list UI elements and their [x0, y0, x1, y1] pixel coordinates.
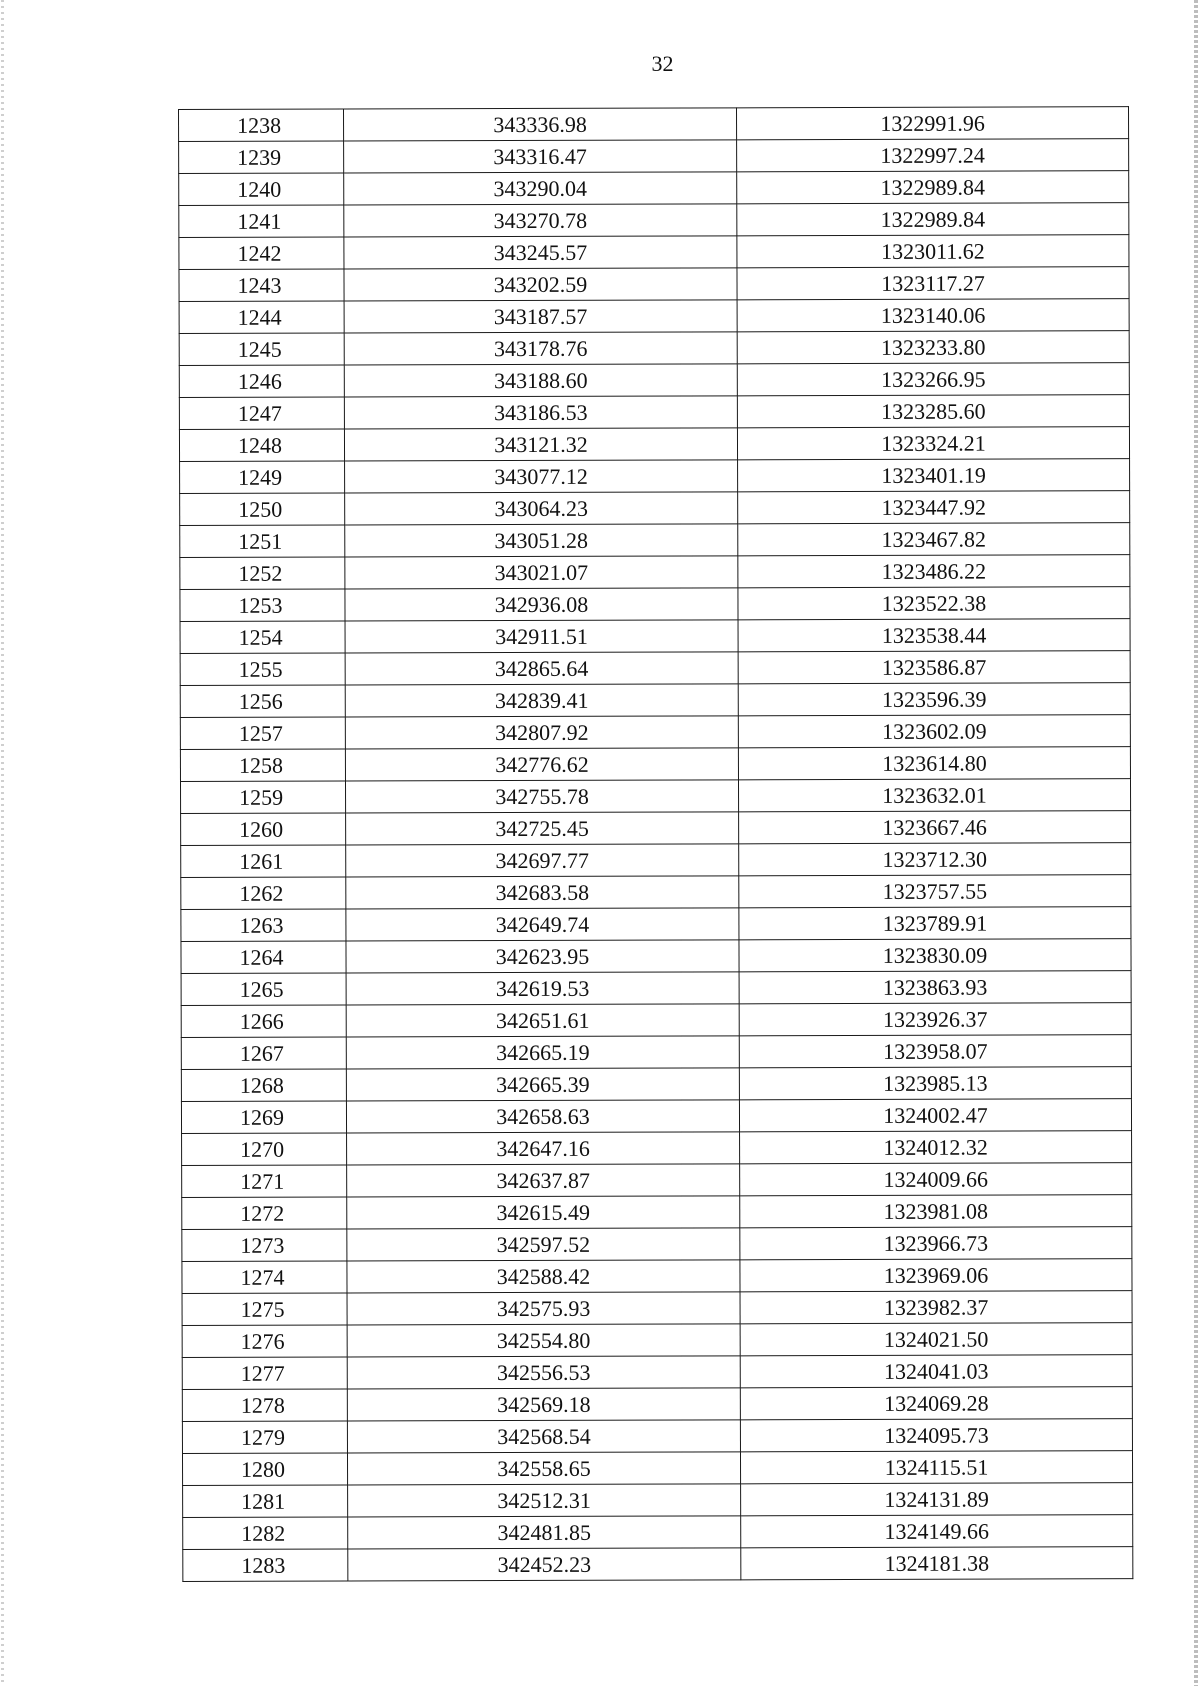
table-row: [179, 171, 1129, 206]
y-coordinate-cell: 1323712.30: [739, 843, 1131, 876]
x-coordinate-cell: 342615.49: [347, 1196, 740, 1229]
table-row: [181, 907, 1131, 942]
x-coordinate-cell: 342558.65: [347, 1452, 740, 1485]
table-row: [182, 1259, 1132, 1294]
point-number-cell: 1259: [180, 781, 345, 813]
point-number-cell: 1244: [179, 301, 344, 333]
table-row: [179, 395, 1129, 430]
x-coordinate-cell: 343290.04: [344, 172, 737, 205]
point-number-cell: 1267: [181, 1037, 346, 1069]
x-coordinate-cell: 342683.58: [346, 876, 739, 909]
x-coordinate-cell: 342658.63: [346, 1100, 739, 1133]
y-coordinate-cell: 1323285.60: [737, 395, 1129, 428]
x-coordinate-cell: 342619.53: [346, 972, 739, 1005]
y-coordinate-cell: 1323632.01: [738, 779, 1130, 812]
x-coordinate-cell: 342865.64: [345, 652, 738, 685]
y-coordinate-cell: 1323602.09: [738, 715, 1130, 748]
point-number-cell: 1264: [181, 941, 346, 973]
x-coordinate-cell: 342665.19: [346, 1036, 739, 1069]
table-row: [180, 491, 1130, 526]
x-coordinate-cell: 342452.23: [348, 1548, 741, 1581]
x-coordinate-cell: 343051.28: [345, 524, 738, 557]
x-coordinate-cell: 342697.77: [346, 844, 739, 877]
y-coordinate-cell: 1323667.46: [739, 811, 1131, 844]
x-coordinate-cell: 342569.18: [347, 1388, 740, 1421]
point-number-cell: 1274: [182, 1261, 347, 1293]
point-number-cell: 1241: [179, 205, 344, 237]
point-number-cell: 1250: [180, 493, 345, 525]
y-coordinate-cell: 1323266.95: [737, 363, 1129, 396]
table-row: [180, 747, 1130, 782]
table-row: [183, 1483, 1133, 1518]
table-row: [182, 1131, 1132, 1166]
point-number-cell: 1247: [179, 397, 344, 429]
point-number-cell: 1238: [179, 109, 344, 141]
table-row: [181, 875, 1131, 910]
y-coordinate-cell: 1324009.66: [740, 1163, 1132, 1196]
y-coordinate-cell: 1323614.80: [738, 747, 1130, 780]
point-number-cell: 1273: [182, 1229, 347, 1261]
table-row: [182, 1355, 1132, 1390]
table-row: [181, 1067, 1131, 1102]
x-coordinate-cell: 342665.39: [346, 1068, 739, 1101]
scan-edge-right: [1194, 0, 1198, 1686]
table-row: [179, 107, 1129, 142]
page-number: 32: [651, 51, 674, 76]
x-coordinate-cell: 342556.53: [347, 1356, 740, 1389]
table-row: [180, 619, 1130, 654]
table-row: [180, 587, 1130, 622]
y-coordinate-cell: 1324041.03: [740, 1355, 1132, 1388]
point-number-cell: 1279: [182, 1421, 347, 1453]
point-number-cell: 1275: [182, 1293, 347, 1325]
x-coordinate-cell: 342807.92: [345, 716, 738, 749]
table-row: [182, 1387, 1132, 1422]
point-number-cell: 1243: [179, 269, 344, 301]
y-coordinate-cell: 1323757.55: [739, 875, 1131, 908]
y-coordinate-cell: 1323981.08: [740, 1195, 1132, 1228]
point-number-cell: 1269: [181, 1101, 346, 1133]
table-row: [182, 1419, 1132, 1454]
table-row: [180, 779, 1130, 814]
table-row: [179, 267, 1129, 302]
x-coordinate-cell: 342911.51: [345, 620, 738, 653]
table-row: [180, 555, 1130, 590]
table-row: [182, 1291, 1132, 1326]
table-row: [182, 1323, 1132, 1358]
y-coordinate-cell: 1323863.93: [739, 971, 1131, 1004]
x-coordinate-cell: 342776.62: [345, 748, 738, 781]
table-row: [180, 459, 1130, 494]
y-coordinate-cell: 1323985.13: [739, 1067, 1131, 1100]
y-coordinate-cell: 1324115.51: [740, 1451, 1132, 1484]
point-number-cell: 1257: [180, 717, 345, 749]
point-number-cell: 1270: [182, 1133, 347, 1165]
y-coordinate-cell: 1324095.73: [740, 1419, 1132, 1452]
x-coordinate-cell: 342588.42: [347, 1260, 740, 1293]
coordinate-table-body: [179, 107, 1133, 1582]
point-number-cell: 1268: [181, 1069, 346, 1101]
table-row: [183, 1547, 1133, 1582]
point-number-cell: 1258: [180, 749, 345, 781]
y-coordinate-cell: 1323447.92: [738, 491, 1130, 524]
table-row: [179, 363, 1129, 398]
x-coordinate-cell: 342637.87: [347, 1164, 740, 1197]
table-row: [179, 235, 1129, 270]
point-number-cell: 1249: [180, 461, 345, 493]
table-row: [181, 939, 1131, 974]
x-coordinate-cell: 342554.80: [347, 1324, 740, 1357]
scan-edge-left: [1, 0, 4, 1686]
x-coordinate-cell: 343178.76: [344, 332, 737, 365]
y-coordinate-cell: 1323830.09: [739, 939, 1131, 972]
y-coordinate-cell: 1322997.24: [737, 139, 1129, 172]
y-coordinate-cell: 1323789.91: [739, 907, 1131, 940]
table-row: [181, 843, 1131, 878]
table-row: [181, 1099, 1131, 1134]
y-coordinate-cell: 1324149.66: [741, 1515, 1133, 1548]
x-coordinate-cell: 343121.32: [344, 428, 737, 461]
x-coordinate-cell: 342575.93: [347, 1292, 740, 1325]
point-number-cell: 1240: [179, 173, 344, 205]
table-row: [182, 1451, 1132, 1486]
y-coordinate-cell: 1323324.21: [737, 427, 1129, 460]
x-coordinate-cell: 343187.57: [344, 300, 737, 333]
y-coordinate-cell: 1323926.37: [739, 1003, 1131, 1036]
x-coordinate-cell: 343316.47: [344, 140, 737, 173]
y-coordinate-cell: 1323011.62: [737, 235, 1129, 268]
y-coordinate-cell: 1324002.47: [739, 1099, 1131, 1132]
point-number-cell: 1276: [182, 1325, 347, 1357]
x-coordinate-cell: 342568.54: [347, 1420, 740, 1453]
point-number-cell: 1282: [183, 1517, 348, 1549]
table-row: [179, 427, 1129, 462]
table-row: [182, 1163, 1132, 1198]
y-coordinate-cell: 1323140.06: [737, 299, 1129, 332]
y-coordinate-cell: 1324181.38: [741, 1547, 1133, 1580]
y-coordinate-cell: 1324012.32: [740, 1131, 1132, 1164]
table-row: [181, 1035, 1131, 1070]
point-number-cell: 1252: [180, 557, 345, 589]
table-row: [180, 523, 1130, 558]
x-coordinate-cell: 343188.60: [344, 364, 737, 397]
x-coordinate-cell: 342755.78: [345, 780, 738, 813]
point-number-cell: 1278: [182, 1389, 347, 1421]
x-coordinate-cell: 343186.53: [344, 396, 737, 429]
y-coordinate-cell: 1323486.22: [738, 555, 1130, 588]
point-number-cell: 1271: [182, 1165, 347, 1197]
table-row: [179, 331, 1129, 366]
x-coordinate-cell: 342481.85: [348, 1516, 741, 1549]
x-coordinate-cell: 342512.31: [348, 1484, 741, 1517]
point-number-cell: 1262: [181, 877, 346, 909]
point-number-cell: 1239: [179, 141, 344, 173]
y-coordinate-cell: 1323538.44: [738, 619, 1130, 652]
y-coordinate-cell: 1323522.38: [738, 587, 1130, 620]
table-row: [179, 203, 1129, 238]
table-row: [180, 683, 1130, 718]
x-coordinate-cell: 343336.98: [344, 108, 737, 141]
table-row: [182, 1195, 1132, 1230]
y-coordinate-cell: 1322991.96: [736, 107, 1128, 140]
table-row: [180, 715, 1130, 750]
x-coordinate-cell: 343202.59: [344, 268, 737, 301]
y-coordinate-cell: 1324069.28: [740, 1387, 1132, 1420]
y-coordinate-cell: 1323586.87: [738, 651, 1130, 684]
y-coordinate-cell: 1324131.89: [741, 1483, 1133, 1516]
table-row: [180, 651, 1130, 686]
y-coordinate-cell: 1322989.84: [737, 171, 1129, 204]
y-coordinate-cell: 1323233.80: [737, 331, 1129, 364]
table-row: [181, 1003, 1131, 1038]
point-number-cell: 1253: [180, 589, 345, 621]
y-coordinate-cell: 1322989.84: [737, 203, 1129, 236]
point-number-cell: 1255: [180, 653, 345, 685]
point-number-cell: 1248: [179, 429, 344, 461]
x-coordinate-cell: 342597.52: [347, 1228, 740, 1261]
y-coordinate-cell: 1323966.73: [740, 1227, 1132, 1260]
table-row: [183, 1515, 1133, 1550]
x-coordinate-cell: 343270.78: [344, 204, 737, 237]
point-number-cell: 1254: [180, 621, 345, 653]
x-coordinate-cell: 342651.61: [346, 1004, 739, 1037]
x-coordinate-cell: 342623.95: [346, 940, 739, 973]
x-coordinate-cell: 343077.12: [345, 460, 738, 493]
x-coordinate-cell: 343021.07: [345, 556, 738, 589]
y-coordinate-cell: 1323596.39: [738, 683, 1130, 716]
y-coordinate-cell: 1323982.37: [740, 1291, 1132, 1324]
table-row: [182, 1227, 1132, 1262]
x-coordinate-cell: 342725.45: [346, 812, 739, 845]
y-coordinate-cell: 1323958.07: [739, 1035, 1131, 1068]
x-coordinate-cell: 343245.57: [344, 236, 737, 269]
y-coordinate-cell: 1323401.19: [738, 459, 1130, 492]
table-row: [179, 299, 1129, 334]
point-number-cell: 1251: [180, 525, 345, 557]
point-number-cell: 1260: [181, 813, 346, 845]
point-number-cell: 1272: [182, 1197, 347, 1229]
point-number-cell: 1242: [179, 237, 344, 269]
y-coordinate-cell: 1324021.50: [740, 1323, 1132, 1356]
point-number-cell: 1261: [181, 845, 346, 877]
x-coordinate-cell: 342839.41: [345, 684, 738, 717]
point-number-cell: 1265: [181, 973, 346, 1005]
point-number-cell: 1245: [179, 333, 344, 365]
point-number-cell: 1283: [183, 1549, 348, 1581]
point-number-cell: 1277: [182, 1357, 347, 1389]
x-coordinate-cell: 342647.16: [347, 1132, 740, 1165]
table-row: [181, 811, 1131, 846]
table-row: [179, 139, 1129, 174]
point-number-cell: 1266: [181, 1005, 346, 1037]
x-coordinate-cell: 342936.08: [345, 588, 738, 621]
y-coordinate-cell: 1323117.27: [737, 267, 1129, 300]
x-coordinate-cell: 343064.23: [345, 492, 738, 525]
point-number-cell: 1246: [179, 365, 344, 397]
point-number-cell: 1263: [181, 909, 346, 941]
coordinate-table: [178, 106, 1133, 1582]
y-coordinate-cell: 1323969.06: [740, 1259, 1132, 1292]
point-number-cell: 1256: [180, 685, 345, 717]
y-coordinate-cell: 1323467.82: [738, 523, 1130, 556]
point-number-cell: 1280: [182, 1453, 347, 1485]
table-row: [181, 971, 1131, 1006]
point-number-cell: 1281: [183, 1485, 348, 1517]
x-coordinate-cell: 342649.74: [346, 908, 739, 941]
